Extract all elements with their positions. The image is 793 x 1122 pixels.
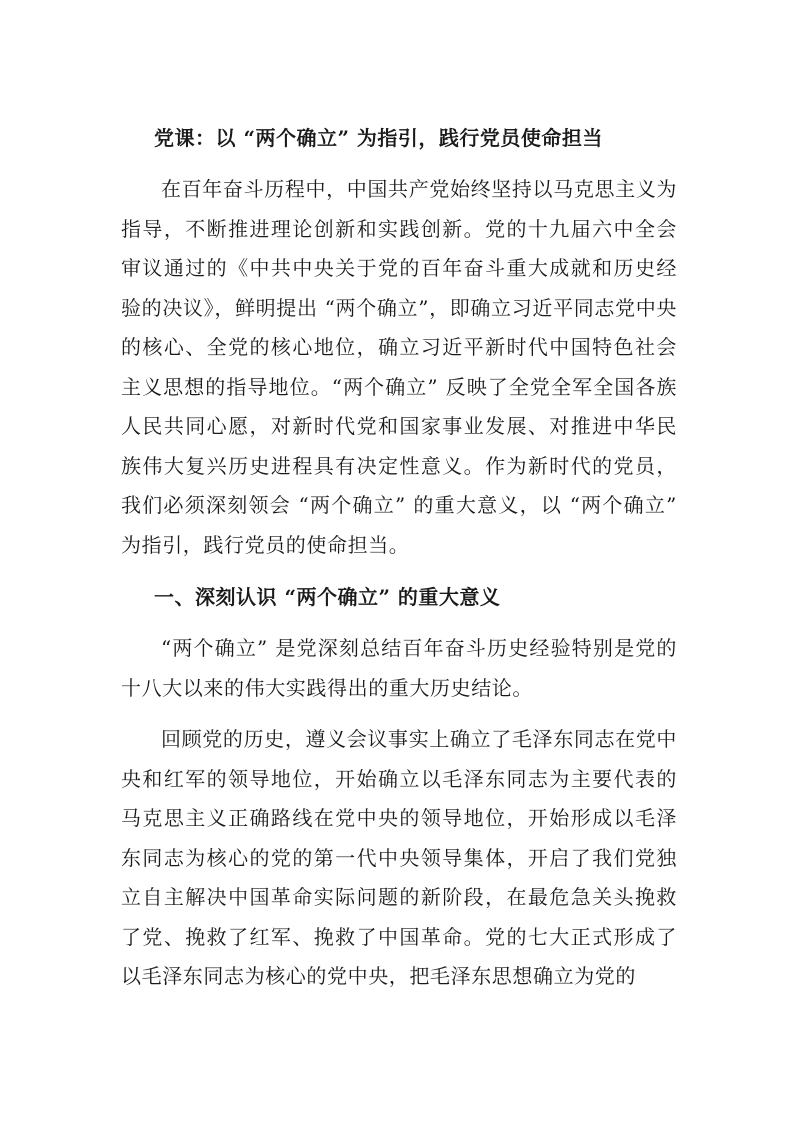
document-title: 党课：以 “两个确立” 为指引，践行党员使命担当 (154, 126, 603, 150)
section-heading-1: 一、深刻认识 “两个确立” 的重大意义 (154, 585, 501, 609)
document-body (121, 118, 677, 997)
section-1-paragraph-1: “两个确立” 是党深刻总结百年奋斗历史经验特别是党的十八大以来的伟大实践得出的重大历史结论。 (121, 636, 677, 700)
intro-paragraph: 在百年奋斗历程中，中国共产党始终坚持以马克思主义为指导，不断推进理论创新和实践创新。党的十九届六中全会审议通过的《中共中央关于党的百年奋斗重大成就和历史经验的决议》，鲜明提出 “两个确立”，即确立习近平同志党中央的核心、全党的核心地位，确立习近平新时代中国特色社会主义思想的指导地位。“两个确立” 反映了全党全军全国各族人民共同心愿，对新时代党和国家事业发展、对推进中华民族伟大复兴历史进程具有决定性意义。作为新时代的党员，我们必须深刻领会 “两个确立” 的重大意义，以 “两个确立” 为指引，践行党员的使命担当。 (121, 177, 677, 557)
section-1-paragraph-2: 回顾党的历史，遵义会议事实上确立了毛泽东同志在党中央和红军的领导地位，开始确立以毛泽东同志为主要代表的马克思主义正确路线在党中央的领导地位，开始形成以毛泽东同志为核心的党的第一代中央领导集体，开启了我们党独立自主解决中国革命实际问题的新阶段，在最危急关头挽救了党、挽救了红军、挽救了中国革命。党的七大正式形成了以毛泽东同志为核心的党中央，把毛泽东思想确立为党的 (121, 727, 677, 988)
